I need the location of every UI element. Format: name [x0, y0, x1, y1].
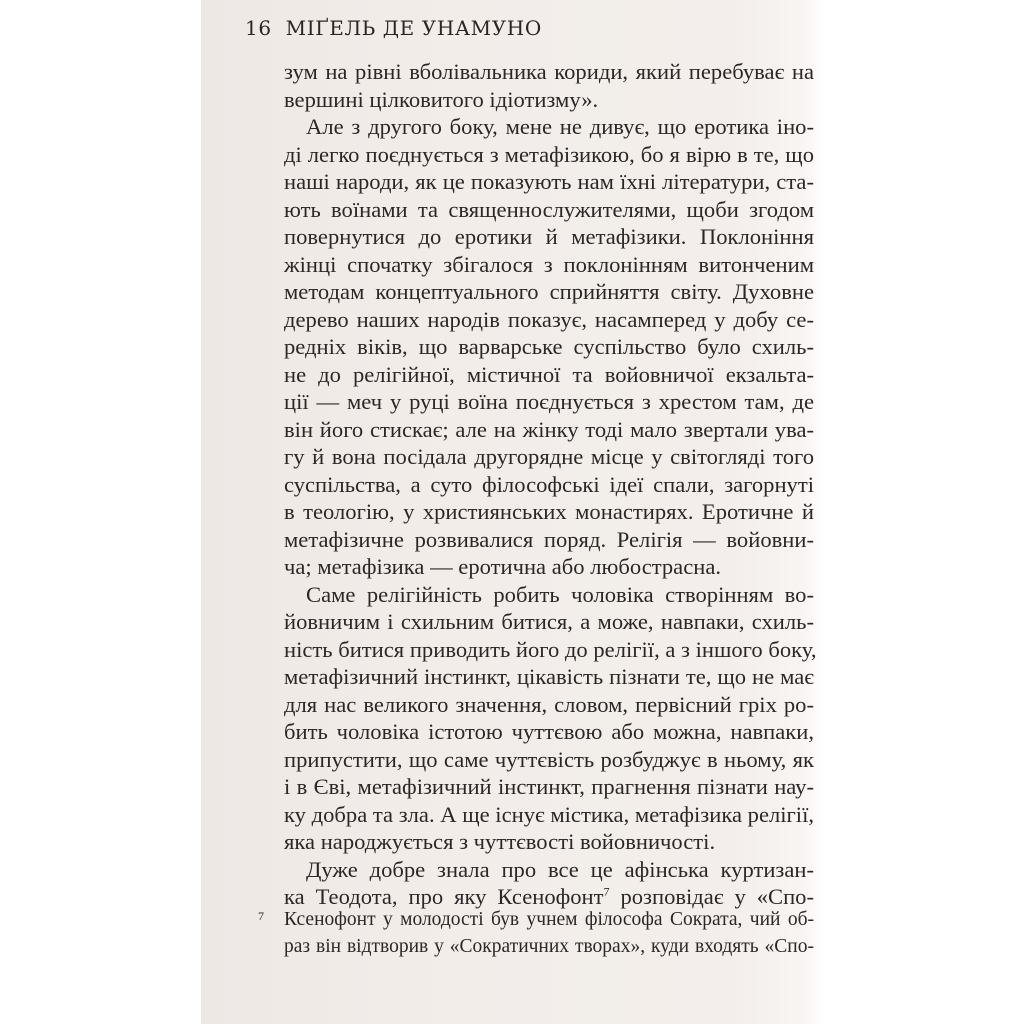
- text-line: метафізичне розвивалися поряд. Релігія — войовни-: [284, 526, 814, 552]
- text-line: яка народжується з чуттєвості войовничості.: [284, 829, 716, 854]
- text-line: для нас великого значення, словом, первісний гріх ро-: [284, 691, 814, 717]
- body-text: [284, 58, 817, 911]
- text-line: метафізичний інстинкт, цікавість пізнати те, що не має: [284, 664, 814, 689]
- text-line: суспільства, а суто філософські ідеї спали, загорнуті: [284, 471, 814, 497]
- text-line: не до релігійної, містичної та войовничої екзальта-: [284, 361, 814, 387]
- text-fragment: розповідає у «Спо-: [609, 884, 814, 909]
- text-line: методам концептуального сприйняття світу. Духовне: [284, 279, 814, 304]
- text-line: дерево наших народів показує, насамперед у добу се-: [284, 306, 814, 332]
- text-line: і в Єві, метафізичний інстинкт, прагнення пізнати нау-: [284, 774, 814, 799]
- footnote-mark: 7: [258, 909, 264, 923]
- text-line: Саме релігійність робить чоловіка створінням во-: [306, 581, 814, 607]
- text-line: ді легко поєднується з метафізикою, бо я вірю в те, що: [284, 141, 814, 167]
- footnote-line: раз він відтворив у «Сократичних творах», куди входять «Спо-: [284, 935, 814, 957]
- footnote-body: [284, 907, 814, 960]
- text-fragment: ка Теодота, про яку Ксенофонт: [284, 884, 604, 909]
- text-line: повернутися до еротики й метафізики. Поклоніння: [284, 224, 814, 249]
- text-line: редніх віків, що варварське суспільство було схиль-: [284, 334, 814, 359]
- text-line: жінці спочатку збігалося з поклонінням витонченим: [284, 251, 814, 277]
- footnote-reference[interactable]: 7: [603, 884, 610, 899]
- text-line: зум на рівні вболівальника кориди, який перебуває на: [284, 59, 814, 84]
- text-line: гу й вона посідала другорядне місце у світогляді того: [284, 444, 814, 469]
- book-page: [201, 0, 823, 1024]
- text-line: він його стискає; але на жінку тоді мало звертали ува-: [284, 416, 814, 442]
- text-line: ність битися приводить його до релігії, а з іншого боку,: [284, 636, 817, 662]
- text-line: бить чоловіка істотою чуттєвою або можна, навпаки,: [284, 719, 814, 744]
- page-number: 16: [245, 16, 272, 40]
- text-line: наші народи, як це показують нам їхні літератури, ста-: [284, 169, 814, 194]
- text-line: ції — меч у руці воїна поєднується з хрестом там, де: [284, 389, 814, 414]
- text-line: ча; метафізика — еротична або любострасна.: [284, 554, 722, 579]
- text-line: йовничим і схильним битися, а може, навпаки, схиль-: [284, 609, 814, 634]
- footnote: [258, 907, 814, 960]
- footnote-line: Ксенофонт у молодості був учнем філософа Сократа, чий об-: [284, 909, 814, 930]
- text-line: ку добра та зла. А ще існує містика, метафізика релігії,: [284, 801, 814, 827]
- text-line: Дуже добре знала про все це афінська куртизан-: [306, 856, 814, 882]
- text-line: в теологію, у християнських монастирях. Еротичне й: [284, 499, 814, 524]
- running-head: [245, 16, 542, 40]
- text-line: вершині цілковитого ідіотизму».: [284, 86, 599, 112]
- text-line: Але з другого боку, мене не дивує, що еротика іно-: [306, 114, 814, 139]
- text-line: ють воїнами та священнослужителями, щоби згодом: [284, 196, 814, 222]
- text-line: припустити, що саме чуттєвість розбуджує в ньому, як: [284, 746, 814, 772]
- running-title: МІҐЕЛЬ ДЕ УНАМУНО: [285, 16, 542, 40]
